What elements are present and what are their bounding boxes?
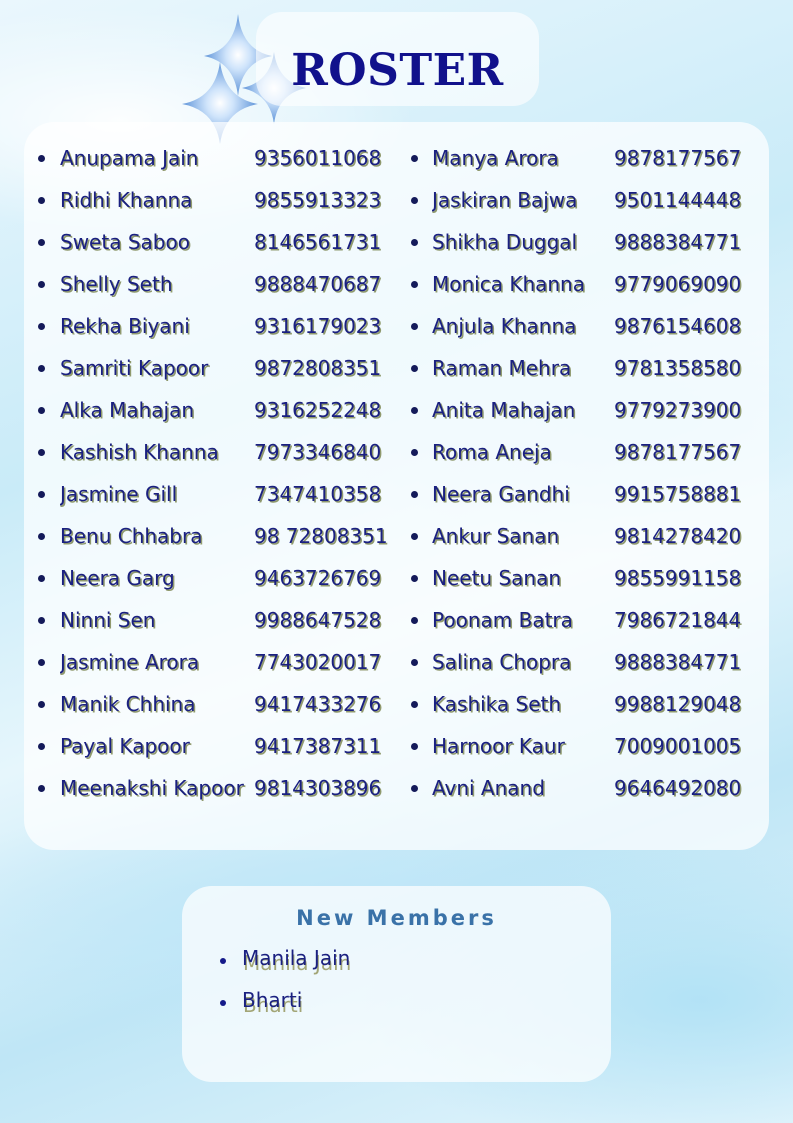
- member-name: Harnoor Kaur: [432, 734, 565, 758]
- member-phone: 9872808351: [254, 356, 382, 380]
- bullet-icon: [38, 407, 45, 414]
- member-phone: 9855991158: [614, 566, 742, 590]
- member-phone: 9417433276: [254, 692, 382, 716]
- roster-panel: [24, 122, 769, 850]
- member-name: Monica Khanna: [432, 272, 585, 296]
- member-name: Roma Aneja: [432, 440, 552, 464]
- member-phone: 8146561731: [254, 230, 382, 254]
- member-name: Anita Mahajan: [432, 398, 576, 422]
- new-member-name: Bharti: [242, 988, 303, 1012]
- member-name: Shikha Duggal: [432, 230, 578, 254]
- member-name: Salina Chopra: [432, 650, 572, 674]
- member-name: Alka Mahajan: [60, 398, 195, 422]
- bullet-icon: [220, 958, 226, 964]
- bullet-icon: [411, 323, 418, 330]
- member-phone: 9463726769: [254, 566, 382, 590]
- page-title: ROSTER: [291, 45, 504, 96]
- new-member-name: Manila Jain: [242, 946, 351, 970]
- member-phone: 9814278420: [614, 524, 742, 548]
- bullet-icon: [411, 449, 418, 456]
- bullet-icon: [411, 659, 418, 666]
- member-name: Neera Garg: [60, 566, 175, 590]
- member-name: Ridhi Khanna: [60, 188, 193, 212]
- member-name: Jasmine Arora: [60, 650, 200, 674]
- member-phone: 9646492080: [614, 776, 742, 800]
- member-name: Raman Mehra: [432, 356, 572, 380]
- bullet-icon: [38, 617, 45, 624]
- new-members-heading: New Members: [296, 906, 497, 930]
- bullet-icon: [38, 701, 45, 708]
- member-phone: 9779069090: [614, 272, 742, 296]
- member-name: Anjula Khanna: [432, 314, 577, 338]
- member-name: Neera Gandhi: [432, 482, 570, 506]
- bullet-icon: [411, 155, 418, 162]
- member-name: Kashish Khanna: [60, 440, 219, 464]
- member-name: Ninni Sen: [60, 608, 156, 632]
- member-phone: 7009001005: [614, 734, 742, 758]
- bullet-icon: [411, 743, 418, 750]
- bullet-icon: [38, 155, 45, 162]
- bullet-icon: [38, 197, 45, 204]
- member-name: Poonam Batra: [432, 608, 573, 632]
- member-phone: 9316252248: [254, 398, 382, 422]
- member-phone: 9878177567: [614, 146, 742, 170]
- member-phone: 9779273900: [614, 398, 742, 422]
- bullet-icon: [38, 491, 45, 498]
- bullet-icon: [411, 575, 418, 582]
- bullet-icon: [411, 407, 418, 414]
- bullet-icon: [411, 239, 418, 246]
- member-name: Rekha Biyani: [60, 314, 190, 338]
- member-phone: 9417387311: [254, 734, 382, 758]
- bullet-icon: [38, 575, 45, 582]
- member-phone: 9356011068: [254, 146, 382, 170]
- bullet-icon: [411, 197, 418, 204]
- bullet-icon: [411, 701, 418, 708]
- member-phone: 9855913323: [254, 188, 382, 212]
- member-phone: 9316179023: [254, 314, 382, 338]
- bullet-icon: [411, 491, 418, 498]
- member-name: Ankur Sanan: [432, 524, 560, 548]
- member-phone: 9988129048: [614, 692, 742, 716]
- bullet-icon: [38, 323, 45, 330]
- member-name: Kashika Seth: [432, 692, 562, 716]
- member-name: Manya Arora: [432, 146, 559, 170]
- member-name: Benu Chhabra: [60, 524, 203, 548]
- member-name: Anupama Jain: [60, 146, 199, 170]
- member-phone: 9814303896: [254, 776, 382, 800]
- member-name: Jaskiran Bajwa: [432, 188, 578, 212]
- bullet-icon: [411, 281, 418, 288]
- member-name: Avni Anand: [432, 776, 545, 800]
- member-name: Samriti Kapoor: [60, 356, 209, 380]
- title-panel: [256, 12, 539, 106]
- member-phone: 9888384771: [614, 230, 742, 254]
- bullet-icon: [38, 743, 45, 750]
- bullet-icon: [411, 617, 418, 624]
- member-phone: 7973346840: [254, 440, 382, 464]
- member-phone: 7986721844: [614, 608, 742, 632]
- member-phone: 9888384771: [614, 650, 742, 674]
- bullet-icon: [38, 239, 45, 246]
- member-name: Meenakshi Kapoor: [60, 776, 244, 800]
- member-name: Neetu Sanan: [432, 566, 562, 590]
- member-phone: 9876154608: [614, 314, 742, 338]
- member-phone: 7347410358: [254, 482, 382, 506]
- member-phone: 9888470687: [254, 272, 382, 296]
- member-name: Sweta Saboo: [60, 230, 190, 254]
- bullet-icon: [38, 365, 45, 372]
- bullet-icon: [38, 449, 45, 456]
- member-phone: 98 72808351: [254, 524, 388, 548]
- bullet-icon: [411, 365, 418, 372]
- member-name: Shelly Seth: [60, 272, 173, 296]
- bullet-icon: [38, 785, 45, 792]
- member-phone: 9781358580: [614, 356, 742, 380]
- bullet-icon: [411, 785, 418, 792]
- member-phone: 9915758881: [614, 482, 742, 506]
- member-phone: 9988647528: [254, 608, 382, 632]
- new-members-panel: [182, 886, 611, 1082]
- bullet-icon: [220, 1000, 226, 1006]
- bullet-icon: [38, 533, 45, 540]
- bullet-icon: [411, 533, 418, 540]
- member-phone: 7743020017: [254, 650, 382, 674]
- member-name: Payal Kapoor: [60, 734, 190, 758]
- member-name: Jasmine Gill: [60, 482, 178, 506]
- member-phone: 9501144448: [614, 188, 742, 212]
- member-name: Manik Chhina: [60, 692, 196, 716]
- member-phone: 9878177567: [614, 440, 742, 464]
- bullet-icon: [38, 659, 45, 666]
- bullet-icon: [38, 281, 45, 288]
